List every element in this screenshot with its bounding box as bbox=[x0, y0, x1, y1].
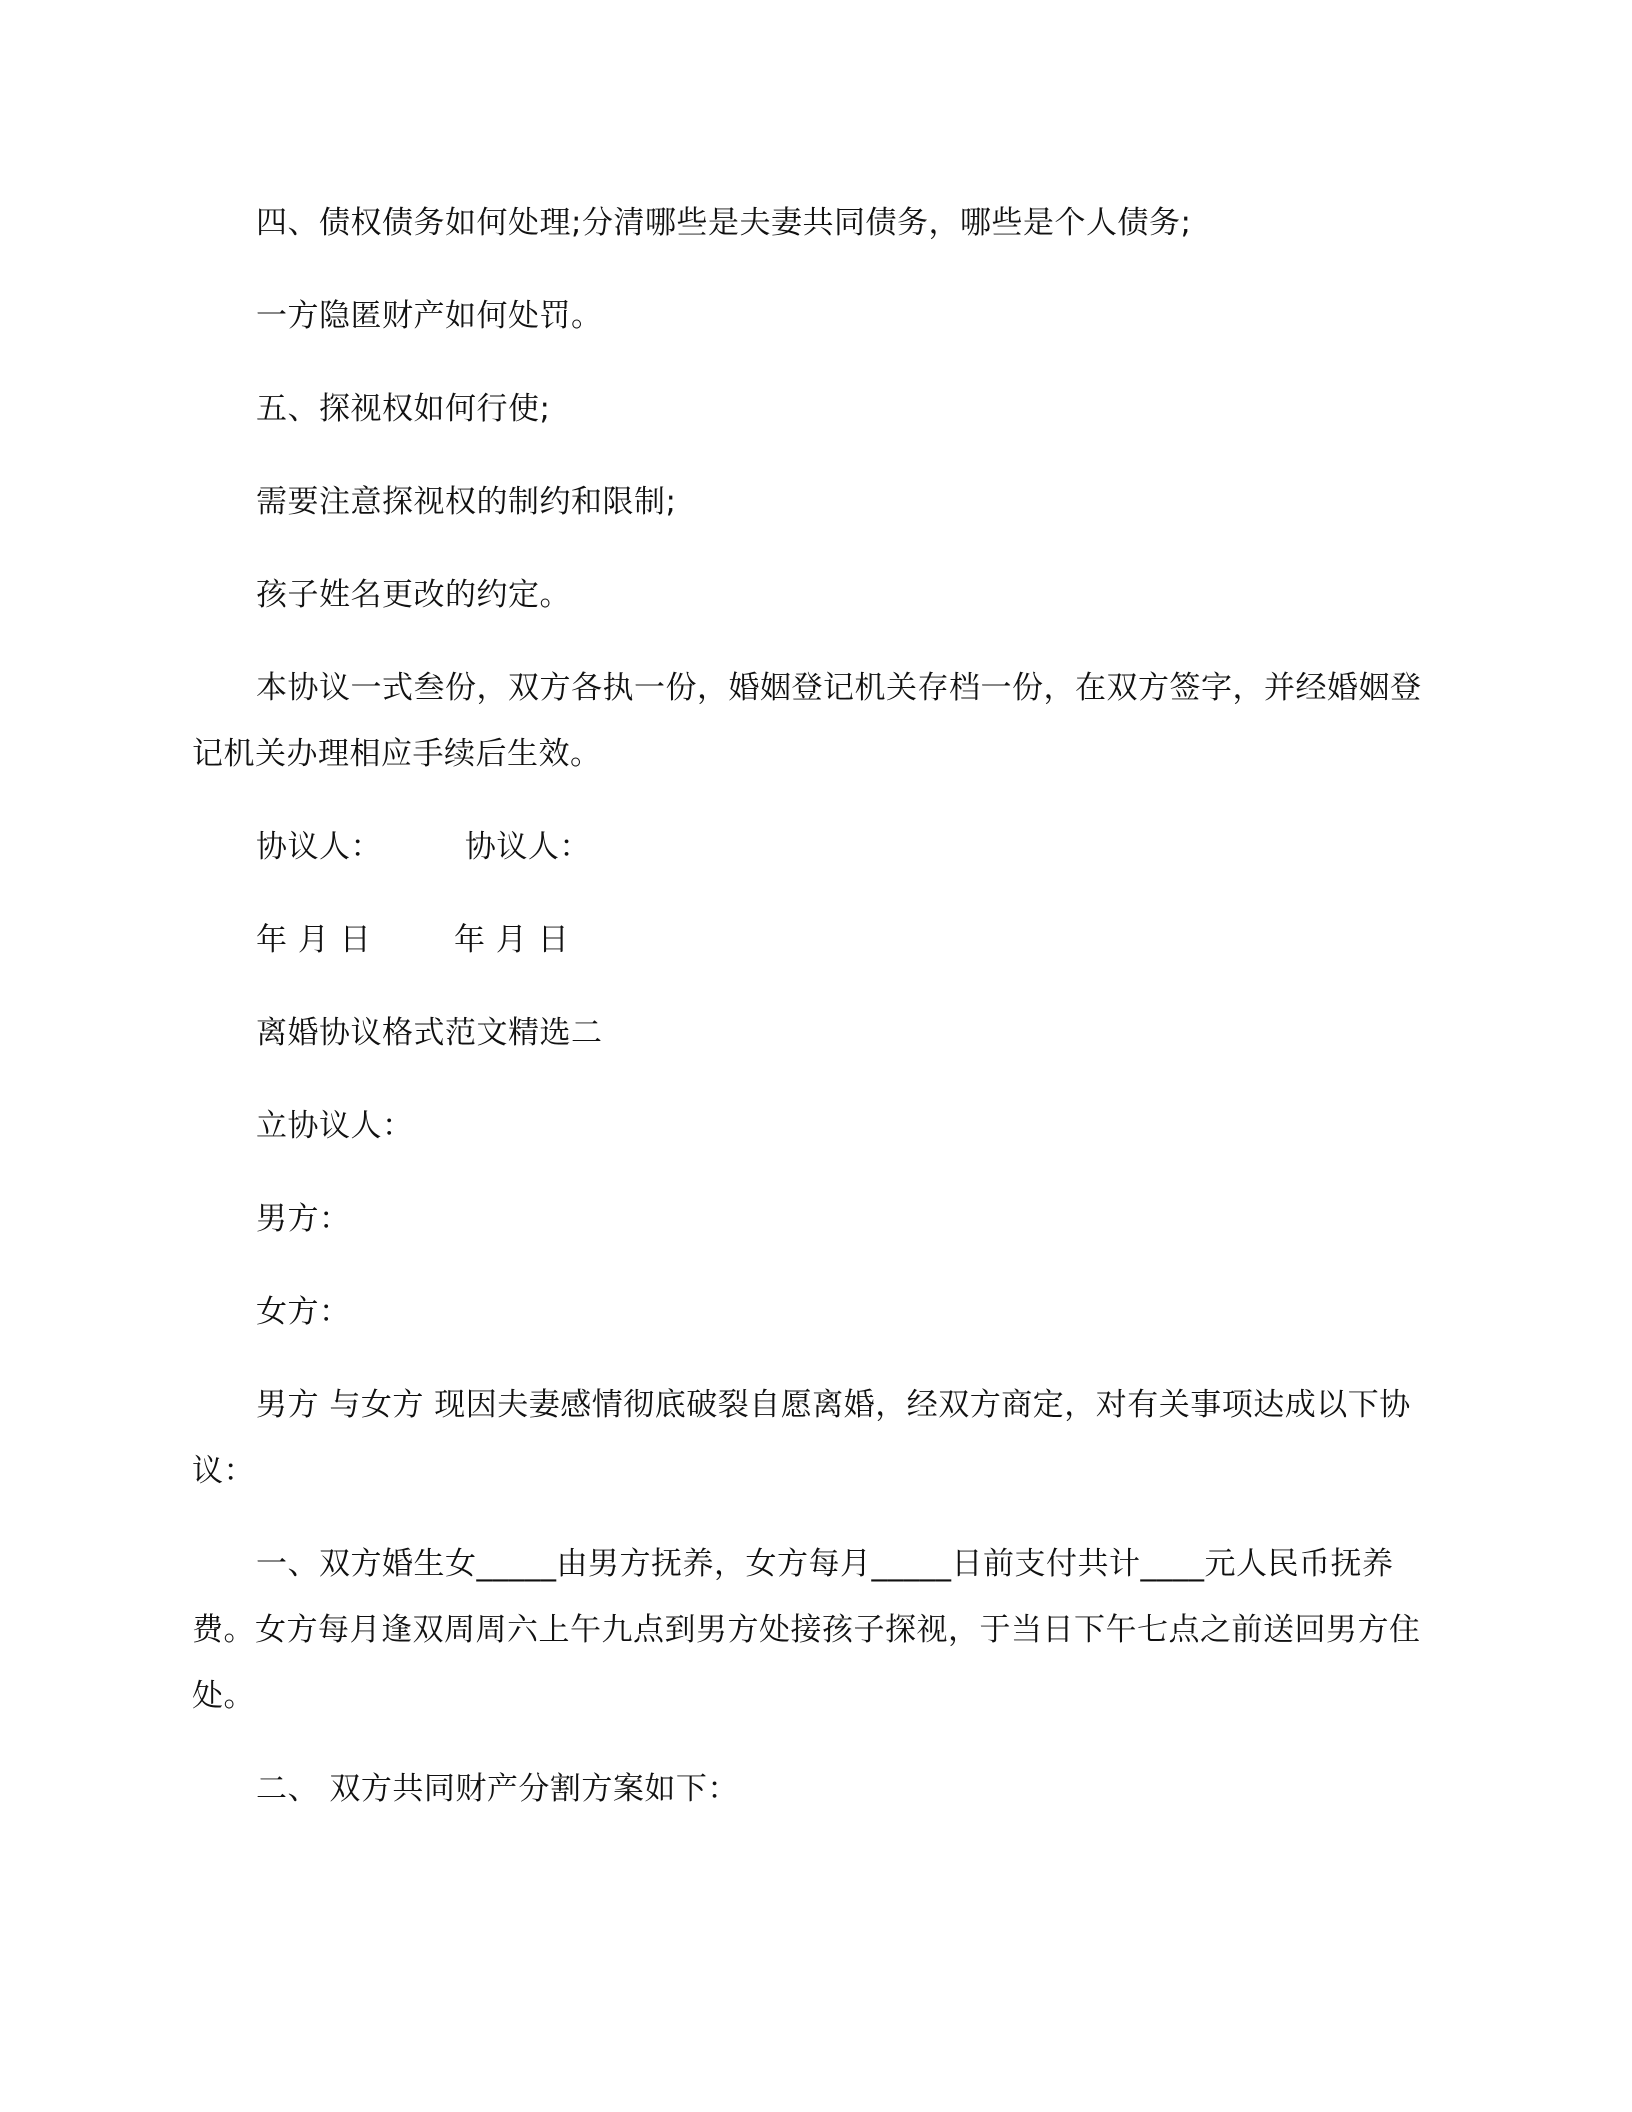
paragraph-male-party: 男方： bbox=[256, 1201, 351, 1237]
document-body bbox=[192, 190, 1432, 1822]
section-heading-template-two: 离婚协议格式范文精选二 bbox=[256, 1015, 603, 1051]
paragraph-child-custody: 一、双方婚生女_____由男方抚养，女方每月_____日前支付共计____元人民币抚养费。女方每月逢双周周六上午九点到男方处接孩子探视，于当日下午七点之前送回男方住处。 bbox=[192, 1546, 1421, 1714]
paragraph-female-party: 女方： bbox=[256, 1294, 351, 1330]
paragraph-parties-label: 立协议人： bbox=[256, 1108, 414, 1144]
paragraph-agreement-intro: 男方 与女方 现因夫妻感情彻底破裂自愿离婚，经双方商定，对有关事项达成以下协议： bbox=[192, 1387, 1411, 1489]
paragraph-hidden-property: 一方隐匿财产如何处罚。 bbox=[256, 298, 603, 334]
paragraph-copies-effectiveness: 本协议一式叁份，双方各执一份，婚姻登记机关存档一份，在双方签字，并经婚姻登记机关办理相应手续后生效。 bbox=[192, 670, 1422, 772]
signature-date-line: 年 月 日 年 月 日 bbox=[256, 922, 570, 958]
paragraph-visitation-limits: 需要注意探视权的制约和限制; bbox=[256, 484, 677, 520]
paragraph-debt-handling: 四、债权债务如何处理;分清哪些是夫妻共同债务，哪些是个人债务; bbox=[256, 205, 1192, 241]
paragraph-visitation-rights: 五、探视权如何行使; bbox=[256, 391, 551, 427]
paragraph-child-name-change: 孩子姓名更改的约定。 bbox=[256, 577, 571, 613]
signature-parties-line: 协议人： 协议人： bbox=[256, 829, 591, 865]
paragraph-property-division: 二、 双方共同财产分割方案如下： bbox=[256, 1771, 739, 1807]
